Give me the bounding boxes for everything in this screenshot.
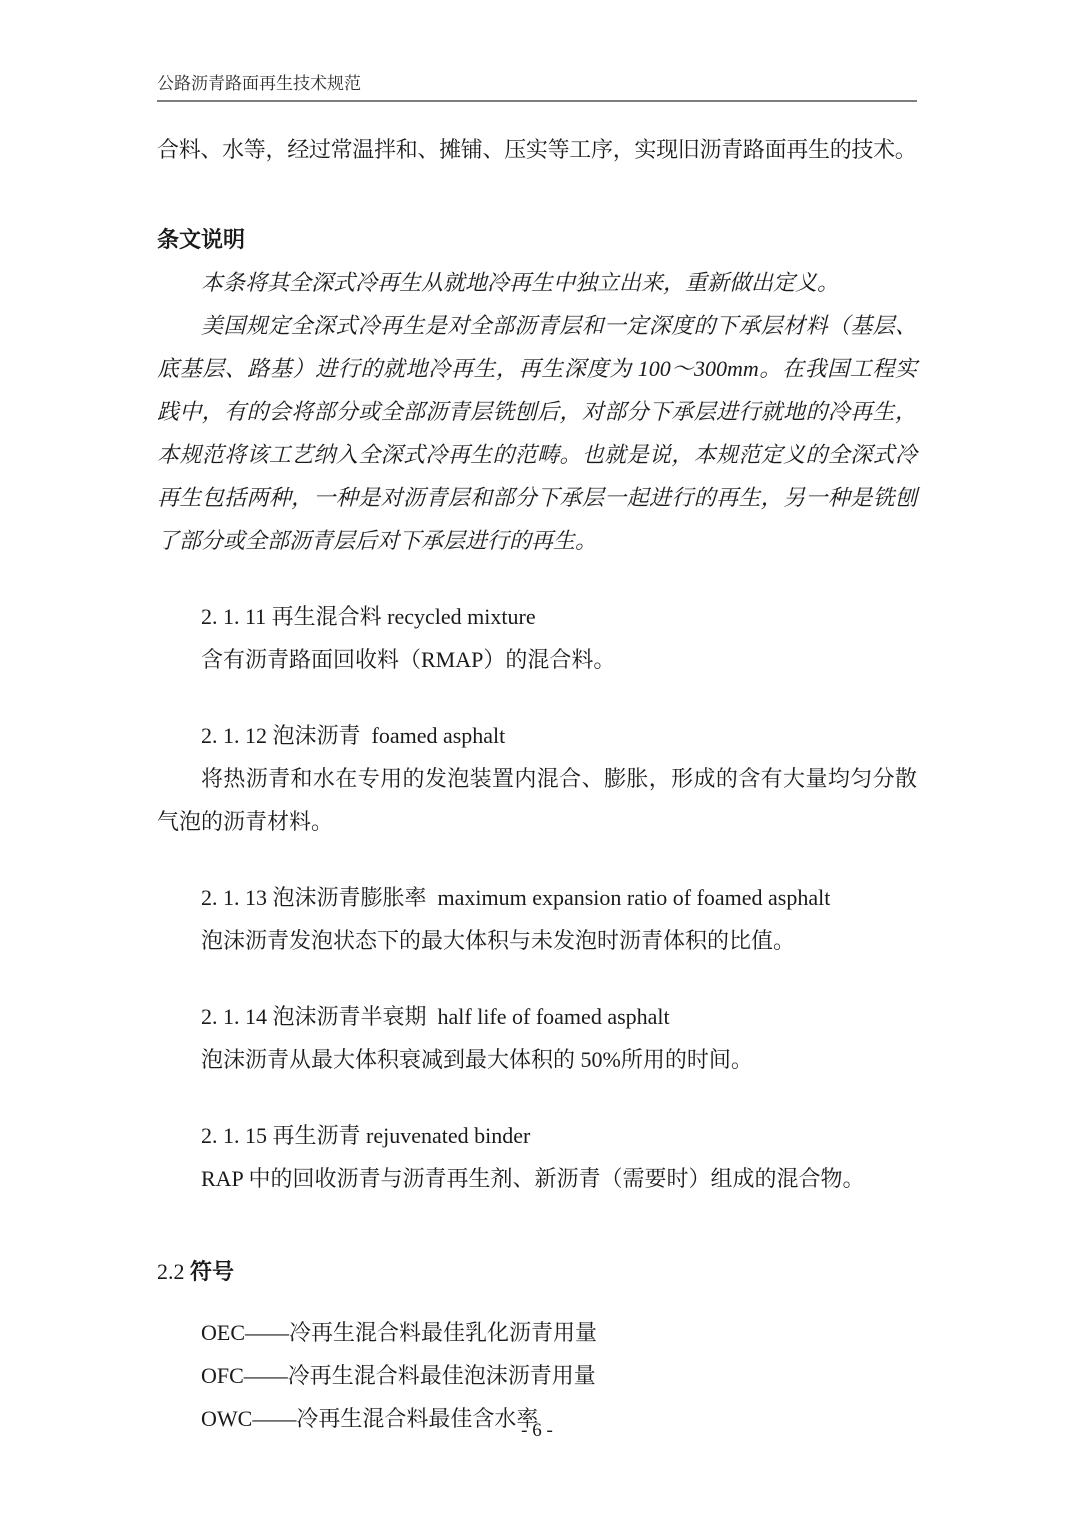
page-footer [0,1420,1074,1442]
page-number: - 6 - [521,1420,553,1441]
term-2-1-15 [157,1114,917,1200]
term-definition: 将热沥青和水在专用的发泡装置内混合、膨胀，形成的含有大量均匀分散气泡的沥青材料。 [157,766,917,834]
explanation-heading: 条文说明 [157,227,246,252]
explanation-paragraph-1: 本条将其全深式冷再生从就地冷再生中独立出来，重新做出定义。 [201,270,840,295]
term-definition: 泡沫沥青从最大体积衰减到最大体积的 50%所用的时间。 [201,1047,753,1072]
term-definition: 泡沫沥青发泡状态下的最大体积与未发泡时沥青体积的比值。 [201,928,796,953]
term-label: 2. 1. 15 再生沥青 rejuvenated binder [201,1123,531,1148]
intro-continuation-line: 合料、水等，经过常温拌和、摊铺、压实等工序，实现旧沥青路面再生的技术。 [157,137,917,162]
symbols-heading-number: 2.2 [157,1259,190,1284]
term-2-1-11 [157,595,917,681]
term-label: 2. 1. 13 泡沫沥青膨胀率 maximum expansion ratio of foamed asphalt [201,885,831,910]
term-label: 2. 1. 14 泡沫沥青半衰期 half life of foamed asphalt [201,1004,670,1029]
running-header [157,72,917,102]
page-body [157,128,917,1440]
explanation-paragraph-2: 美国规定全深式冷再生是对全部沥青层和一定深度的下承层材料（基层、底基层、路基）进行的就地冷再生，再生深度为 100～300mm。在我国工程实践中，有的会将部分或全部沥青层铣刨后，对部分下承层进行就地的冷再生，本规范将该工艺纳入全深式冷再生的范畴。也就是说，本规范定义的全深式冷再生包括两种，一种是对沥青层和部分下承层一起进行的再生，另一种是铣刨了部分或全部沥青层后对下承层进行的再生。 [157,313,917,553]
running-header-title: 公路沥青路面再生技术规范 [157,74,361,93]
symbols-heading [157,1250,917,1293]
term-2-1-14 [157,995,917,1081]
term-2-1-13 [157,876,917,962]
term-label: 2. 1. 11 再生混合料 recycled mixture [201,604,536,629]
symbol-entry-owc: OWC——冷再生混合料最佳含水率 [201,1406,539,1431]
term-label: 2. 1. 12 泡沫沥青 foamed asphalt [201,723,506,748]
symbol-entry-oec: OEC——冷再生混合料最佳乳化沥青用量 [201,1320,598,1345]
symbol-entry-ofc: OFC——冷再生混合料最佳泡沫沥青用量 [201,1363,596,1388]
symbols-heading-title: 符号 [190,1259,235,1284]
term-2-1-12 [157,714,917,843]
terms-section [157,595,917,1200]
term-definition: RAP 中的回收沥青与沥青再生剂、新沥青（需要时）组成的混合物。 [201,1166,865,1191]
term-definition: 含有沥青路面回收料（RMAP）的混合料。 [201,647,616,672]
